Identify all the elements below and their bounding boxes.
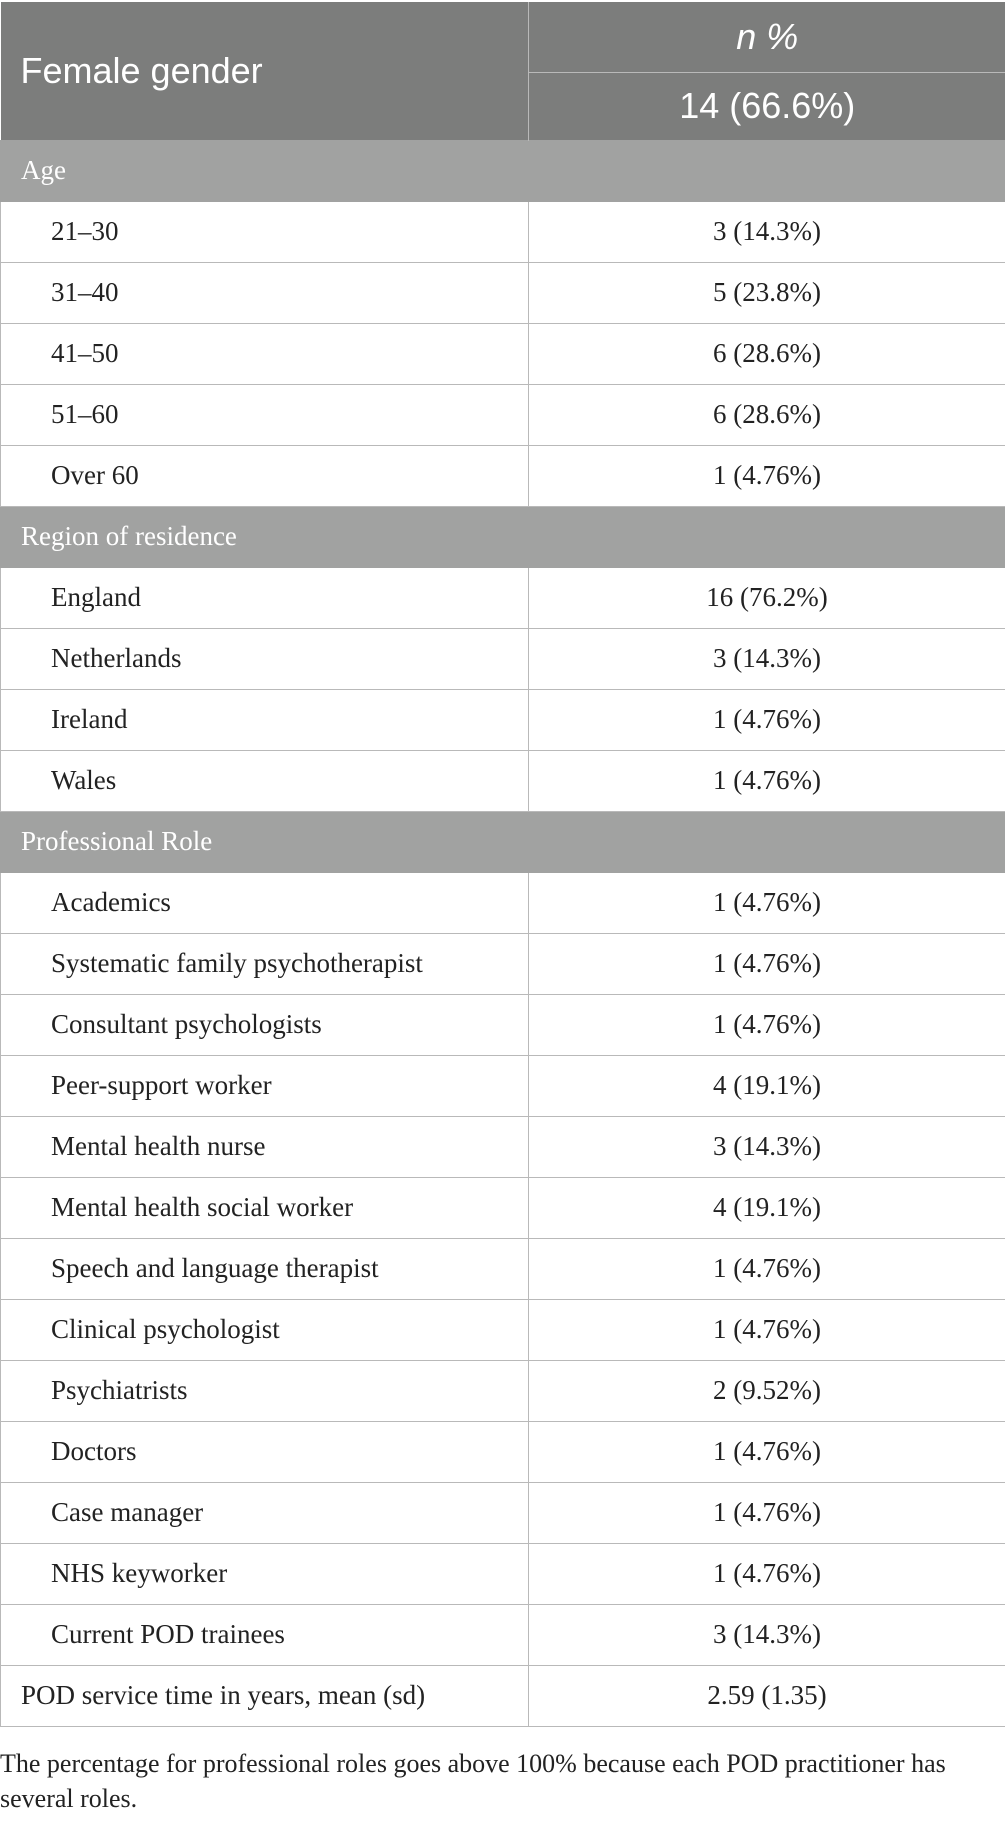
row-value: 1 (4.76%): [529, 689, 1005, 750]
row-label: Doctors: [1, 1421, 529, 1482]
row-label: 31–40: [1, 262, 529, 323]
row-label: Peer-support worker: [1, 1055, 529, 1116]
row-label: Mental health nurse: [1, 1116, 529, 1177]
row-value: 1 (4.76%): [529, 1543, 1005, 1604]
table-row: [1, 689, 1005, 750]
table-row: [1, 872, 1005, 933]
row-label: Wales: [1, 750, 529, 811]
table-row: [1, 1177, 1005, 1238]
row-value: 3 (14.3%): [529, 1604, 1005, 1665]
row-label: NHS keyworker: [1, 1543, 529, 1604]
table-row: [1, 323, 1005, 384]
row-value: 1 (4.76%): [529, 1299, 1005, 1360]
row-value: 2 (9.52%): [529, 1360, 1005, 1421]
row-value: 6 (28.6%): [529, 323, 1005, 384]
row-label: Current POD trainees: [1, 1604, 529, 1665]
row-value: 4 (19.1%): [529, 1055, 1005, 1116]
table-row: [1, 1116, 1005, 1177]
table-row: [1, 1299, 1005, 1360]
table-row: [1, 1604, 1005, 1665]
service-time-row: [1, 1665, 1005, 1726]
table-header-row: [1, 2, 1005, 72]
table-row: [1, 1055, 1005, 1116]
row-value: 1 (4.76%): [529, 445, 1005, 506]
n-percent-header: n %: [529, 2, 1005, 72]
row-label: Case manager: [1, 1482, 529, 1543]
female-gender-value: 14 (66.6%): [529, 72, 1005, 140]
row-value: 3 (14.3%): [529, 628, 1005, 689]
table-row: [1, 750, 1005, 811]
row-label: 51–60: [1, 384, 529, 445]
table-row: [1, 628, 1005, 689]
row-value: 6 (28.6%): [529, 384, 1005, 445]
row-label: Consultant psychologists: [1, 994, 529, 1055]
row-label: Netherlands: [1, 628, 529, 689]
section-header-age: [1, 140, 1005, 201]
row-label: Systematic family psychotherapist: [1, 933, 529, 994]
section-header-professional-role: [1, 811, 1005, 872]
row-value: 1 (4.76%): [529, 1482, 1005, 1543]
table-footnote: The percentage for professional roles goes above 100% because each POD practitioner has several roles.: [0, 1749, 946, 1813]
row-value: 4 (19.1%): [529, 1177, 1005, 1238]
row-label: 41–50: [1, 323, 529, 384]
section-title: Professional Role: [1, 811, 1005, 872]
table-row: [1, 384, 1005, 445]
row-value: 3 (14.3%): [529, 1116, 1005, 1177]
row-value: 1 (4.76%): [529, 1421, 1005, 1482]
row-value: 1 (4.76%): [529, 994, 1005, 1055]
service-time-label: POD service time in years, mean (sd): [1, 1665, 529, 1726]
row-label: Academics: [1, 872, 529, 933]
row-value: 1 (4.76%): [529, 933, 1005, 994]
row-label: Speech and language therapist: [1, 1238, 529, 1299]
row-label: Mental health social worker: [1, 1177, 529, 1238]
row-label: 21–30: [1, 201, 529, 262]
row-label: England: [1, 567, 529, 628]
row-value: 1 (4.76%): [529, 872, 1005, 933]
table-row: [1, 262, 1005, 323]
section-title: Age: [1, 140, 1005, 201]
row-value: 1 (4.76%): [529, 750, 1005, 811]
row-value: 5 (23.8%): [529, 262, 1005, 323]
table-row: [1, 1421, 1005, 1482]
section-header-region: [1, 506, 1005, 567]
row-value: 1 (4.76%): [529, 1238, 1005, 1299]
table-row: [1, 1360, 1005, 1421]
table-row: [1, 201, 1005, 262]
table-row: [1, 567, 1005, 628]
row-label: Ireland: [1, 689, 529, 750]
service-time-value: 2.59 (1.35): [529, 1665, 1005, 1726]
table-row: [1, 1482, 1005, 1543]
table-row: [1, 933, 1005, 994]
table-row: [1, 445, 1005, 506]
row-value: 16 (76.2%): [529, 567, 1005, 628]
table-row: [1, 994, 1005, 1055]
demographics-table: [0, 2, 1005, 1727]
row-label: Psychiatrists: [1, 1360, 529, 1421]
row-label: Over 60: [1, 445, 529, 506]
table-row: [1, 1238, 1005, 1299]
row-label: Clinical psychologist: [1, 1299, 529, 1360]
table-row: [1, 1543, 1005, 1604]
section-title: Region of residence: [1, 506, 1005, 567]
row-value: 3 (14.3%): [529, 201, 1005, 262]
female-gender-header: Female gender: [1, 2, 529, 140]
